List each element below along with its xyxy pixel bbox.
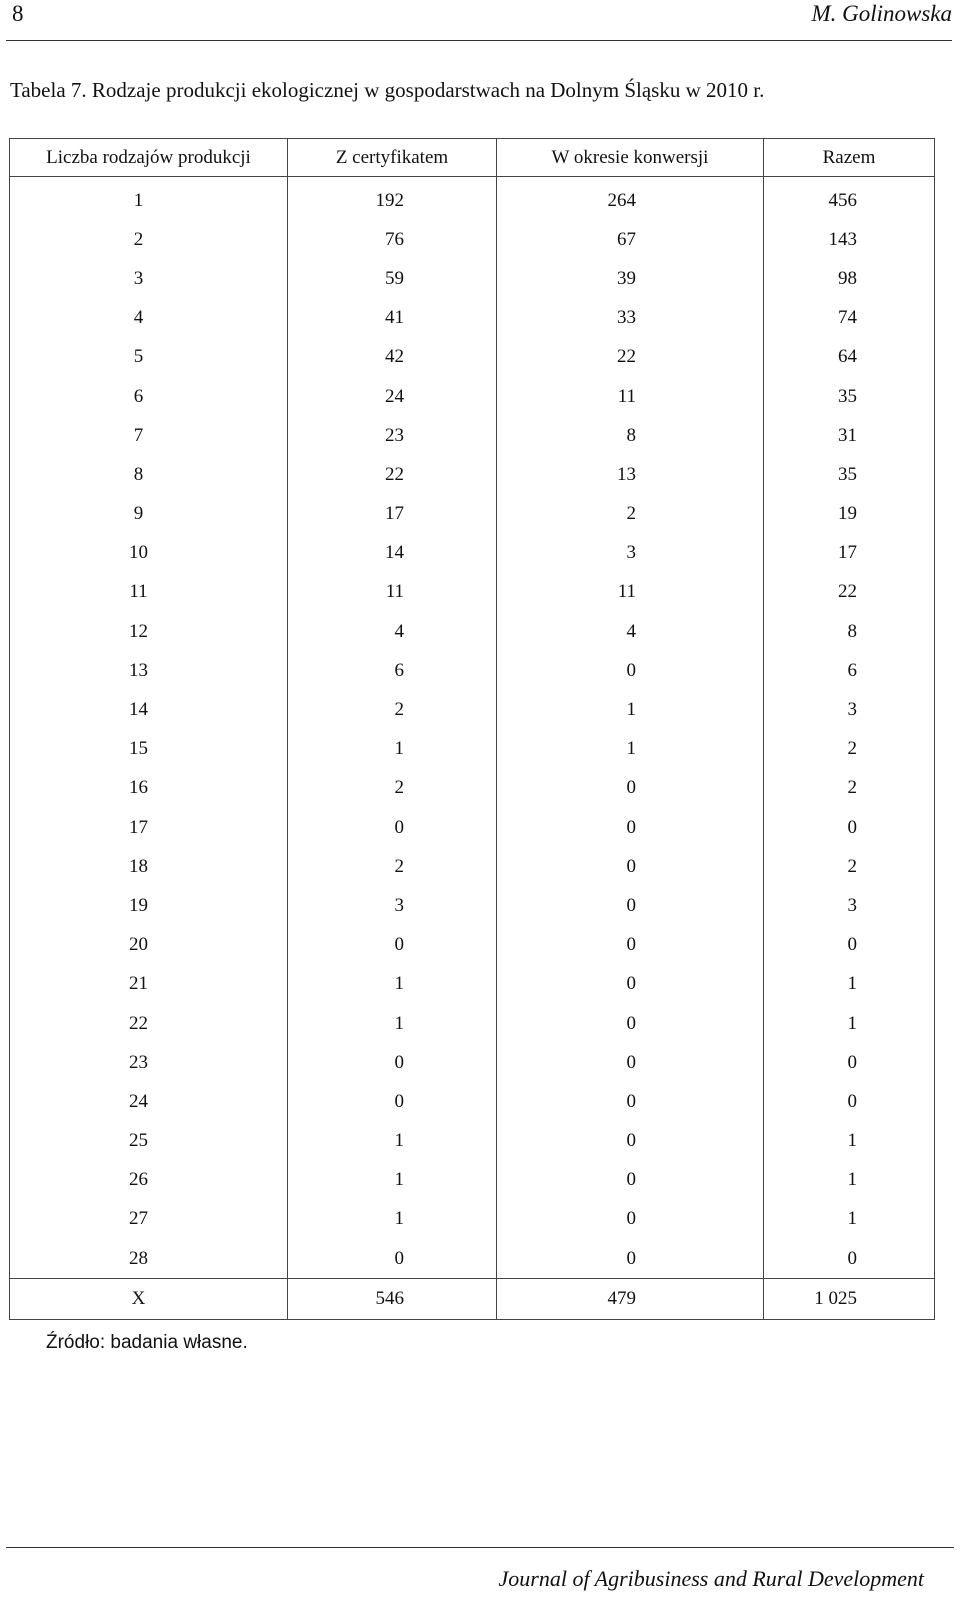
table-cell: 31 — [764, 416, 935, 455]
table-cell: 28 — [10, 1239, 288, 1279]
table-row — [10, 730, 935, 769]
table-cell: 9 — [10, 495, 288, 534]
table-cell: 1 — [288, 1200, 497, 1239]
table-cell: 33 — [497, 299, 764, 338]
table-cell: 27 — [10, 1200, 288, 1239]
table-cell: 0 — [497, 965, 764, 1004]
table-row — [10, 808, 935, 847]
table-row — [10, 177, 935, 221]
table-row — [10, 1122, 935, 1161]
table-cell: 2 — [497, 495, 764, 534]
table-cell: 0 — [764, 1239, 935, 1279]
table-cell: 17 — [288, 495, 497, 534]
table-cell: 0 — [497, 1004, 764, 1043]
table-cell: 8 — [497, 416, 764, 455]
table-row — [10, 965, 935, 1004]
production-types-table — [9, 138, 935, 1320]
table-cell: 35 — [764, 455, 935, 494]
table-cell: 1 — [764, 1004, 935, 1043]
table-cell: X — [10, 1279, 288, 1320]
table-cell: 0 — [497, 651, 764, 690]
running-head-author: M. Golinowska — [811, 1, 952, 26]
table-row — [10, 259, 935, 298]
table-cell: 11 — [10, 573, 288, 612]
table-cell: 3 — [497, 534, 764, 573]
table-cell: 0 — [764, 808, 935, 847]
table-cell: 479 — [497, 1279, 764, 1320]
table-cell: 456 — [764, 177, 935, 221]
table-cell: 0 — [497, 1200, 764, 1239]
table-row — [10, 416, 935, 455]
table-cell: 0 — [497, 769, 764, 808]
table-row — [10, 338, 935, 377]
table-cell: 0 — [764, 1082, 935, 1121]
table-cell: 3 — [288, 886, 497, 925]
table-cell: 26 — [10, 1161, 288, 1200]
table-cell: 0 — [288, 1043, 497, 1082]
column-header: Z certyfikatem — [288, 139, 497, 177]
table-cell: 2 — [288, 769, 497, 808]
table-cell: 1 — [764, 1122, 935, 1161]
table-cell: 1 — [288, 1004, 497, 1043]
table-cell: 0 — [497, 1122, 764, 1161]
table-cell: 11 — [288, 573, 497, 612]
table-cell: 15 — [10, 730, 288, 769]
table-cell: 1 — [764, 1200, 935, 1239]
table-cell: 22 — [288, 455, 497, 494]
table-cell: 1 — [288, 1161, 497, 1200]
table-row — [10, 495, 935, 534]
table-cell: 22 — [10, 1004, 288, 1043]
table-cell: 0 — [497, 1082, 764, 1121]
table-cell: 1 — [764, 965, 935, 1004]
table-cell: 17 — [10, 808, 288, 847]
table-row — [10, 886, 935, 925]
table-cell: 19 — [764, 495, 935, 534]
table-cell: 0 — [288, 1239, 497, 1279]
table-cell: 0 — [497, 1239, 764, 1279]
table-cell: 0 — [288, 808, 497, 847]
table-row — [10, 1200, 935, 1239]
table-cell: 17 — [764, 534, 935, 573]
table-row — [10, 1082, 935, 1121]
table-cell: 64 — [764, 338, 935, 377]
table-header-row — [10, 139, 935, 177]
table-cell: 546 — [288, 1279, 497, 1320]
table-row — [10, 1239, 935, 1279]
table-cell: 143 — [764, 220, 935, 259]
table-caption: Tabela 7. Rodzaje produkcji ekologicznej w gospodarstwach na Dolnym Śląsku w 2010 r. — [10, 78, 765, 102]
table-cell: 21 — [10, 965, 288, 1004]
table-cell: 2 — [764, 847, 935, 886]
table-cell: 0 — [497, 847, 764, 886]
table-cell: 5 — [10, 338, 288, 377]
table-cell: 0 — [497, 1043, 764, 1082]
table-cell: 10 — [10, 534, 288, 573]
table-cell: 20 — [10, 926, 288, 965]
table-cell: 2 — [764, 769, 935, 808]
table-cell: 3 — [10, 259, 288, 298]
table-row — [10, 769, 935, 808]
table-cell: 16 — [10, 769, 288, 808]
table-cell: 13 — [497, 455, 764, 494]
table-cell: 12 — [10, 612, 288, 651]
table-cell: 4 — [10, 299, 288, 338]
table-cell: 2 — [288, 847, 497, 886]
table-row — [10, 926, 935, 965]
table-cell: 3 — [764, 690, 935, 729]
table-cell: 3 — [764, 886, 935, 925]
table-cell: 2 — [10, 220, 288, 259]
table-cell: 1 — [10, 177, 288, 221]
table-row — [10, 847, 935, 886]
footer-divider — [6, 1547, 954, 1548]
table-cell: 1 025 — [764, 1279, 935, 1320]
table-cell: 11 — [497, 377, 764, 416]
page-number: 8 — [12, 1, 24, 26]
table-cell: 8 — [764, 612, 935, 651]
table-cell: 76 — [288, 220, 497, 259]
table-cell: 2 — [764, 730, 935, 769]
table-cell: 1 — [288, 730, 497, 769]
table-cell: 4 — [497, 612, 764, 651]
table-cell: 0 — [764, 926, 935, 965]
table-cell: 0 — [497, 1161, 764, 1200]
table-cell: 192 — [288, 177, 497, 221]
table-row — [10, 651, 935, 690]
table-source-note: Źródło: badania własne. — [46, 1332, 248, 1353]
table-cell: 8 — [10, 455, 288, 494]
table-row — [10, 573, 935, 612]
table-row — [10, 612, 935, 651]
column-header: W okresie konwersji — [497, 139, 764, 177]
column-header: Razem — [764, 139, 935, 177]
table-cell: 23 — [10, 1043, 288, 1082]
table-cell: 23 — [288, 416, 497, 455]
table-cell: 18 — [10, 847, 288, 886]
table-cell: 74 — [764, 299, 935, 338]
column-header: Liczba rodzajów produkcji — [10, 139, 288, 177]
table-row — [10, 377, 935, 416]
table-cell: 67 — [497, 220, 764, 259]
table-row — [10, 534, 935, 573]
table-row — [10, 299, 935, 338]
table-row — [10, 220, 935, 259]
table-cell: 14 — [288, 534, 497, 573]
table-cell: 35 — [764, 377, 935, 416]
table-cell: 98 — [764, 259, 935, 298]
table-cell: 0 — [497, 808, 764, 847]
table-cell: 24 — [288, 377, 497, 416]
table-cell: 13 — [10, 651, 288, 690]
table-cell: 42 — [288, 338, 497, 377]
table-row — [10, 1043, 935, 1082]
table-cell: 59 — [288, 259, 497, 298]
table-cell: 7 — [10, 416, 288, 455]
table-total-row — [10, 1279, 935, 1320]
table-cell: 0 — [764, 1043, 935, 1082]
table-cell: 39 — [497, 259, 764, 298]
table-cell: 1 — [288, 965, 497, 1004]
table-cell: 1 — [497, 690, 764, 729]
table-cell: 14 — [10, 690, 288, 729]
journal-name: Journal of Agribusiness and Rural Development — [498, 1566, 924, 1591]
data-table-container — [9, 138, 934, 1320]
table-body — [10, 177, 935, 1279]
table-cell: 6 — [10, 377, 288, 416]
table-cell: 6 — [288, 651, 497, 690]
table-row — [10, 1161, 935, 1200]
table-cell: 22 — [764, 573, 935, 612]
table-cell: 24 — [10, 1082, 288, 1121]
table-cell: 22 — [497, 338, 764, 377]
table-cell: 4 — [288, 612, 497, 651]
table-cell: 0 — [497, 886, 764, 925]
table-row — [10, 455, 935, 494]
table-cell: 25 — [10, 1122, 288, 1161]
table-cell: 41 — [288, 299, 497, 338]
table-cell: 6 — [764, 651, 935, 690]
table-cell: 0 — [288, 1082, 497, 1121]
table-cell: 1 — [497, 730, 764, 769]
table-cell: 0 — [288, 926, 497, 965]
table-cell: 11 — [497, 573, 764, 612]
page-header — [6, 0, 952, 41]
table-cell: 0 — [497, 926, 764, 965]
table-cell: 1 — [288, 1122, 497, 1161]
table-cell: 1 — [764, 1161, 935, 1200]
table-row — [10, 690, 935, 729]
table-cell: 264 — [497, 177, 764, 221]
table-cell: 2 — [288, 690, 497, 729]
table-row — [10, 1004, 935, 1043]
table-cell: 19 — [10, 886, 288, 925]
